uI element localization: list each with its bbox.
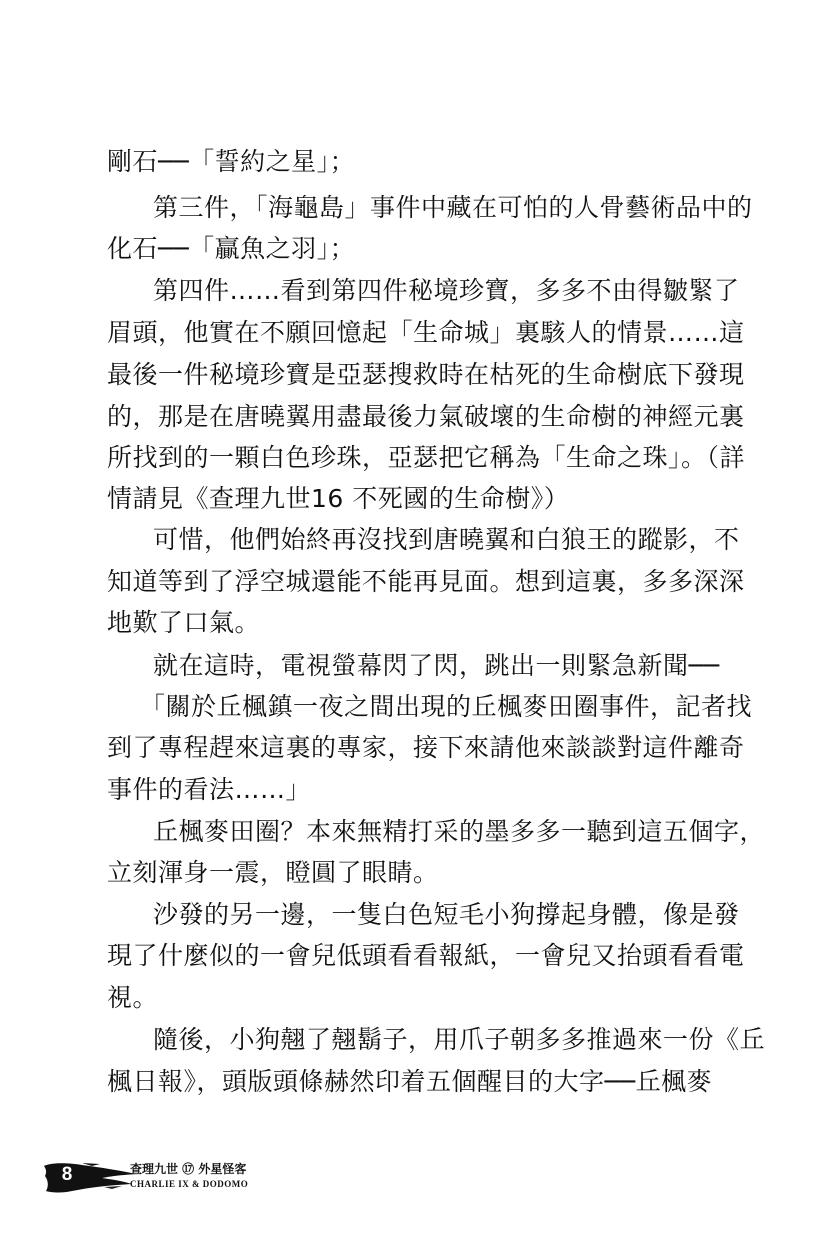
text-line: 丘楓麥田圈？本來無精打采的墨多多一聽到這五個字，	[153, 817, 766, 846]
text-line: 沙發的另一邊，一隻白色短毛小狗撐起身體，像是發	[153, 900, 740, 929]
text-line: 隨後，小狗翹了翹鬍子，用爪子朝多多推過來一份《丘	[153, 1025, 766, 1054]
page-footer	[0, 1150, 827, 1210]
text-line: 剛石──「誓約之星」；	[107, 147, 356, 176]
text-line: 所找到的一顆白色珍珠，亞瑟把它稱為「生命之珠」。（詳	[107, 443, 746, 472]
text-line: 「關於丘楓鎮一夜之間出現的丘楓麥田圈事件，記者找	[140, 692, 753, 721]
text-line: 事件的看法……」	[107, 775, 312, 804]
text-line: 到了專程趕來這裏的專家，接下來請他來談談對這件離奇	[107, 733, 745, 762]
series-subtitle: CHARLIE IX & DODOMO	[130, 1179, 249, 1189]
text-line: 地歎了口氣。	[107, 608, 261, 637]
text-line: 可惜，他們始終再沒找到唐曉翼和白狼王的蹤影，不	[153, 525, 740, 554]
text-line: 第四件……看到第四件秘境珍寶，多多不由得皺緊了	[153, 276, 740, 305]
text-line: 第三件，「海龜島」事件中藏在可怕的人骨藝術品中的	[153, 193, 753, 222]
text-line: 視。	[107, 983, 159, 1012]
text-line: 現了什麼似的一會兒低頭看看報紙，一會兒又抬頭看看電	[107, 941, 745, 970]
text-line: 最後一件秘境珍寶是亞瑟搜救時在枯死的生命樹底下發現	[107, 360, 745, 389]
text-line: 情請見《查理九世16 不死國的生命樹》）	[107, 484, 570, 513]
text-line: 眉頭，他實在不願回憶起「生命城」裏駭人的情景……這	[107, 318, 745, 347]
text-line: 知道等到了浮空城還能不能再見面。想到這裏，多多深深	[107, 567, 745, 596]
text-line: 就在這時，電視螢幕閃了閃，跳出一則緊急新聞──	[153, 651, 720, 680]
text-line: 化石──「贏魚之羽」；	[107, 234, 356, 263]
text-line: 立刻渾身一震，瞪圓了眼睛。	[107, 858, 439, 887]
text-line: 的，那是在唐曉翼用盡最後力氣破壞的生命樹的神經元裏	[107, 402, 745, 431]
series-title: 查理九世 ⑰ 外星怪客	[130, 1162, 247, 1176]
page-number: 8	[61, 1164, 73, 1185]
text-line: 楓日報》，頭版頭條赫然印着五個醒目的大字──丘楓麥	[107, 1067, 713, 1096]
